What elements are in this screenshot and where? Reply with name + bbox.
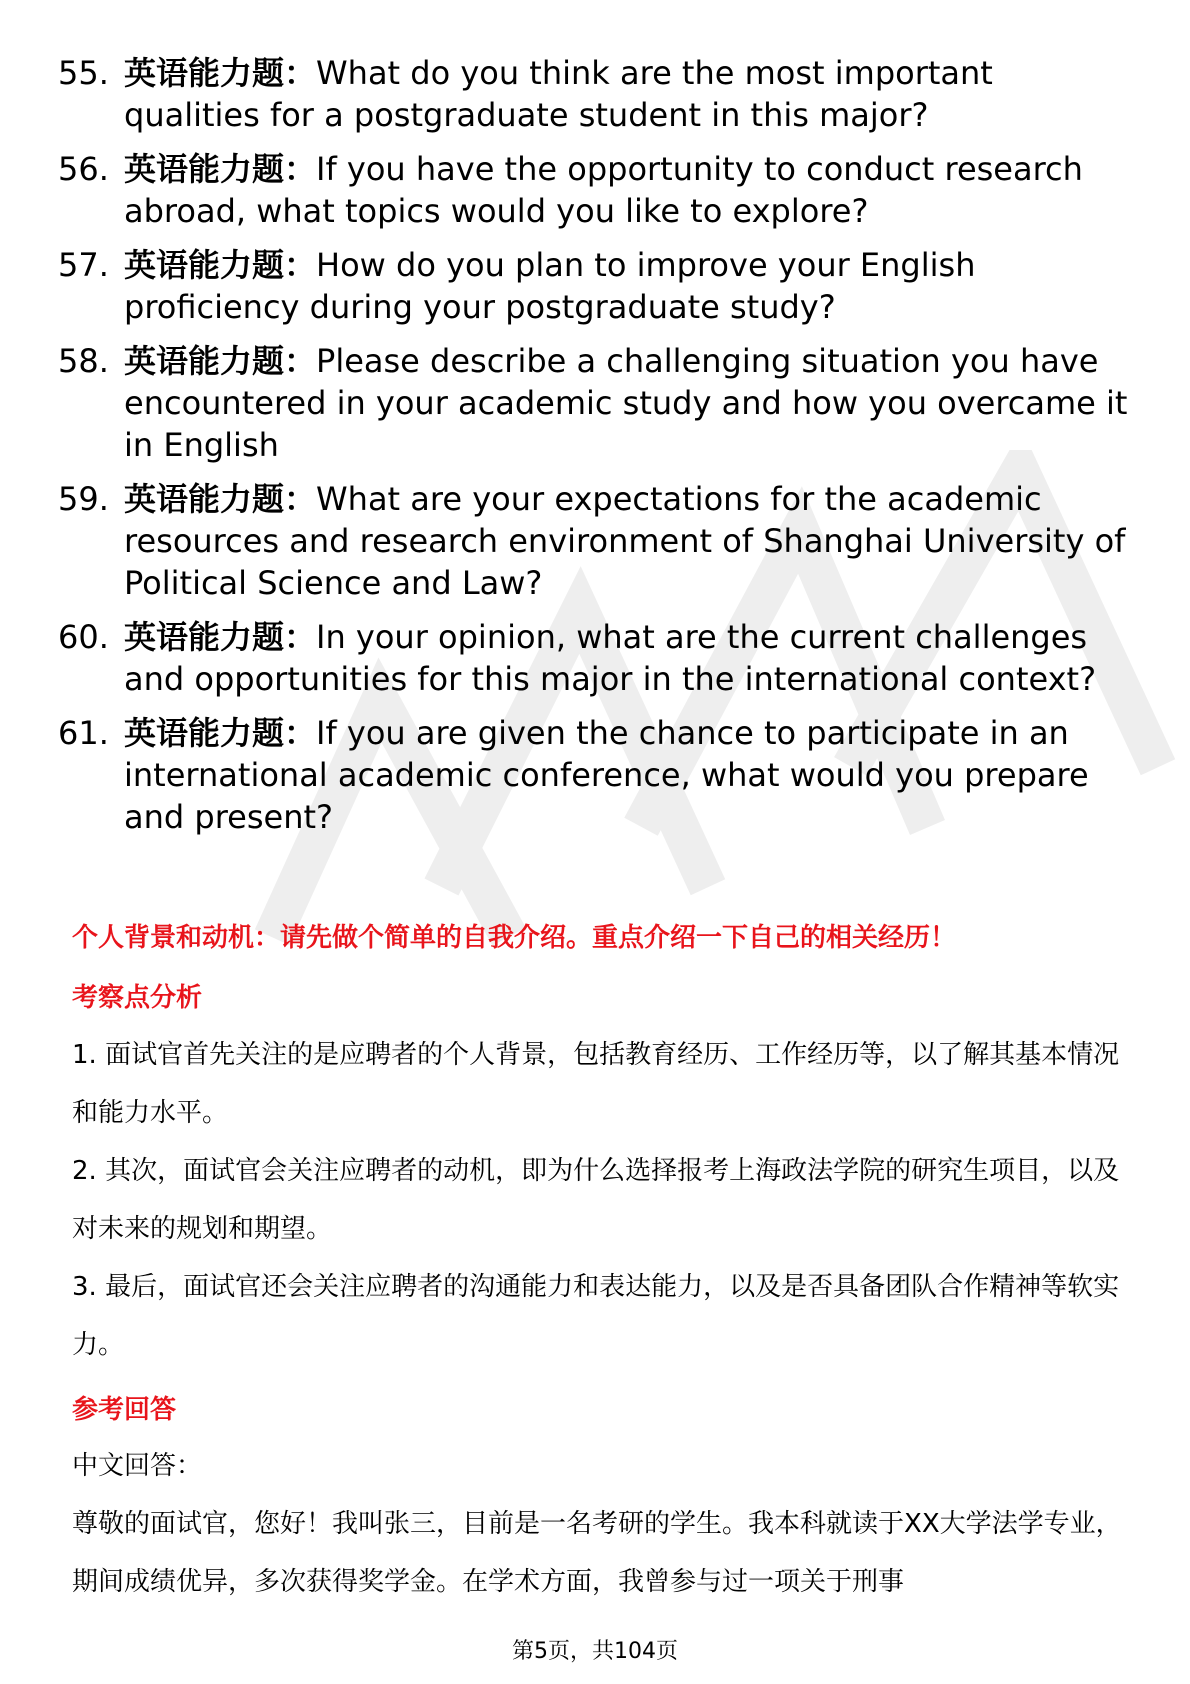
- question-item: [58, 244, 1138, 328]
- question-text: How do you plan to improve your English proficiency during your postgraduate study?: [124, 246, 976, 326]
- question-text: If you are given the chance to participate in an international academic conference, what would you prepare and present?: [124, 714, 1089, 836]
- question-tag: 英语能力题：: [124, 342, 317, 380]
- question-item: [58, 712, 1138, 838]
- question-text: What are your expectations for the academic resources and research environment of Shanghai University of Political Science and Law?: [124, 480, 1126, 602]
- analysis-points: [72, 1026, 1132, 1374]
- reference-text: 尊敬的面试官，您好！我叫张三，目前是一名考研的学生。我本科就读于XX大学法学专业，期间成绩优异，多次获得奖学金。在学术方面，我曾参与过一项关于刑事: [72, 1509, 1122, 1597]
- question-item: [58, 52, 1138, 136]
- question-number: 59.: [58, 480, 109, 518]
- question-number: 61.: [58, 714, 109, 752]
- question-number: 55.: [58, 54, 109, 92]
- question-tag: 英语能力题：: [124, 54, 317, 92]
- question-number: 57.: [58, 246, 109, 284]
- question-number: 56.: [58, 150, 109, 188]
- question-list: [58, 52, 1138, 850]
- question-item: [58, 478, 1138, 604]
- question-tag: 英语能力题：: [124, 150, 317, 188]
- page-footer: 第5页，共104页: [512, 1639, 678, 1664]
- question-item: [58, 616, 1138, 700]
- reference-label: 中文回答：: [72, 1451, 203, 1481]
- section-title: 个人背景和动机：请先做个简单的自我介绍。重点介绍一下自己的相关经历！: [72, 923, 957, 953]
- question-tag: 英语能力题：: [124, 480, 317, 518]
- question-text: If you have the opportunity to conduct research abroad, what topics would you like to explore?: [124, 150, 1083, 230]
- analysis-point: 1. 面试官首先关注的是应聘者的个人背景，包括教育经历、工作经历等，以了解其基本情况和能力水平。: [72, 1040, 1120, 1128]
- reference-body: [72, 1437, 1132, 1611]
- question-text: What do you think are the most important qualities for a postgraduate student in this major?: [124, 54, 993, 134]
- analysis-point: 2. 其次，面试官会关注应聘者的动机，即为什么选择报考上海政法学院的研究生项目，以及对未来的规划和期望。: [72, 1156, 1120, 1244]
- analysis-point: 3. 最后，面试官还会关注应聘者的沟通能力和表达能力，以及是否具备团队合作精神等软实力。: [72, 1272, 1120, 1360]
- question-text: In your opinion, what are the current challenges and opportunities for this major in the international context?: [124, 618, 1097, 698]
- question-tag: 英语能力题：: [124, 246, 317, 284]
- question-tag: 英语能力题：: [124, 714, 317, 752]
- reference-heading: 参考回答: [72, 1395, 177, 1425]
- question-number: 58.: [58, 342, 109, 380]
- question-text: Please describe a challenging situation you have encountered in your academic study and how you overcame it in English: [124, 342, 1128, 464]
- question-number: 60.: [58, 618, 109, 656]
- question-item: [58, 340, 1138, 466]
- question-item: [58, 148, 1138, 232]
- question-tag: 英语能力题：: [124, 618, 317, 656]
- analysis-heading: 考察点分析: [72, 983, 203, 1013]
